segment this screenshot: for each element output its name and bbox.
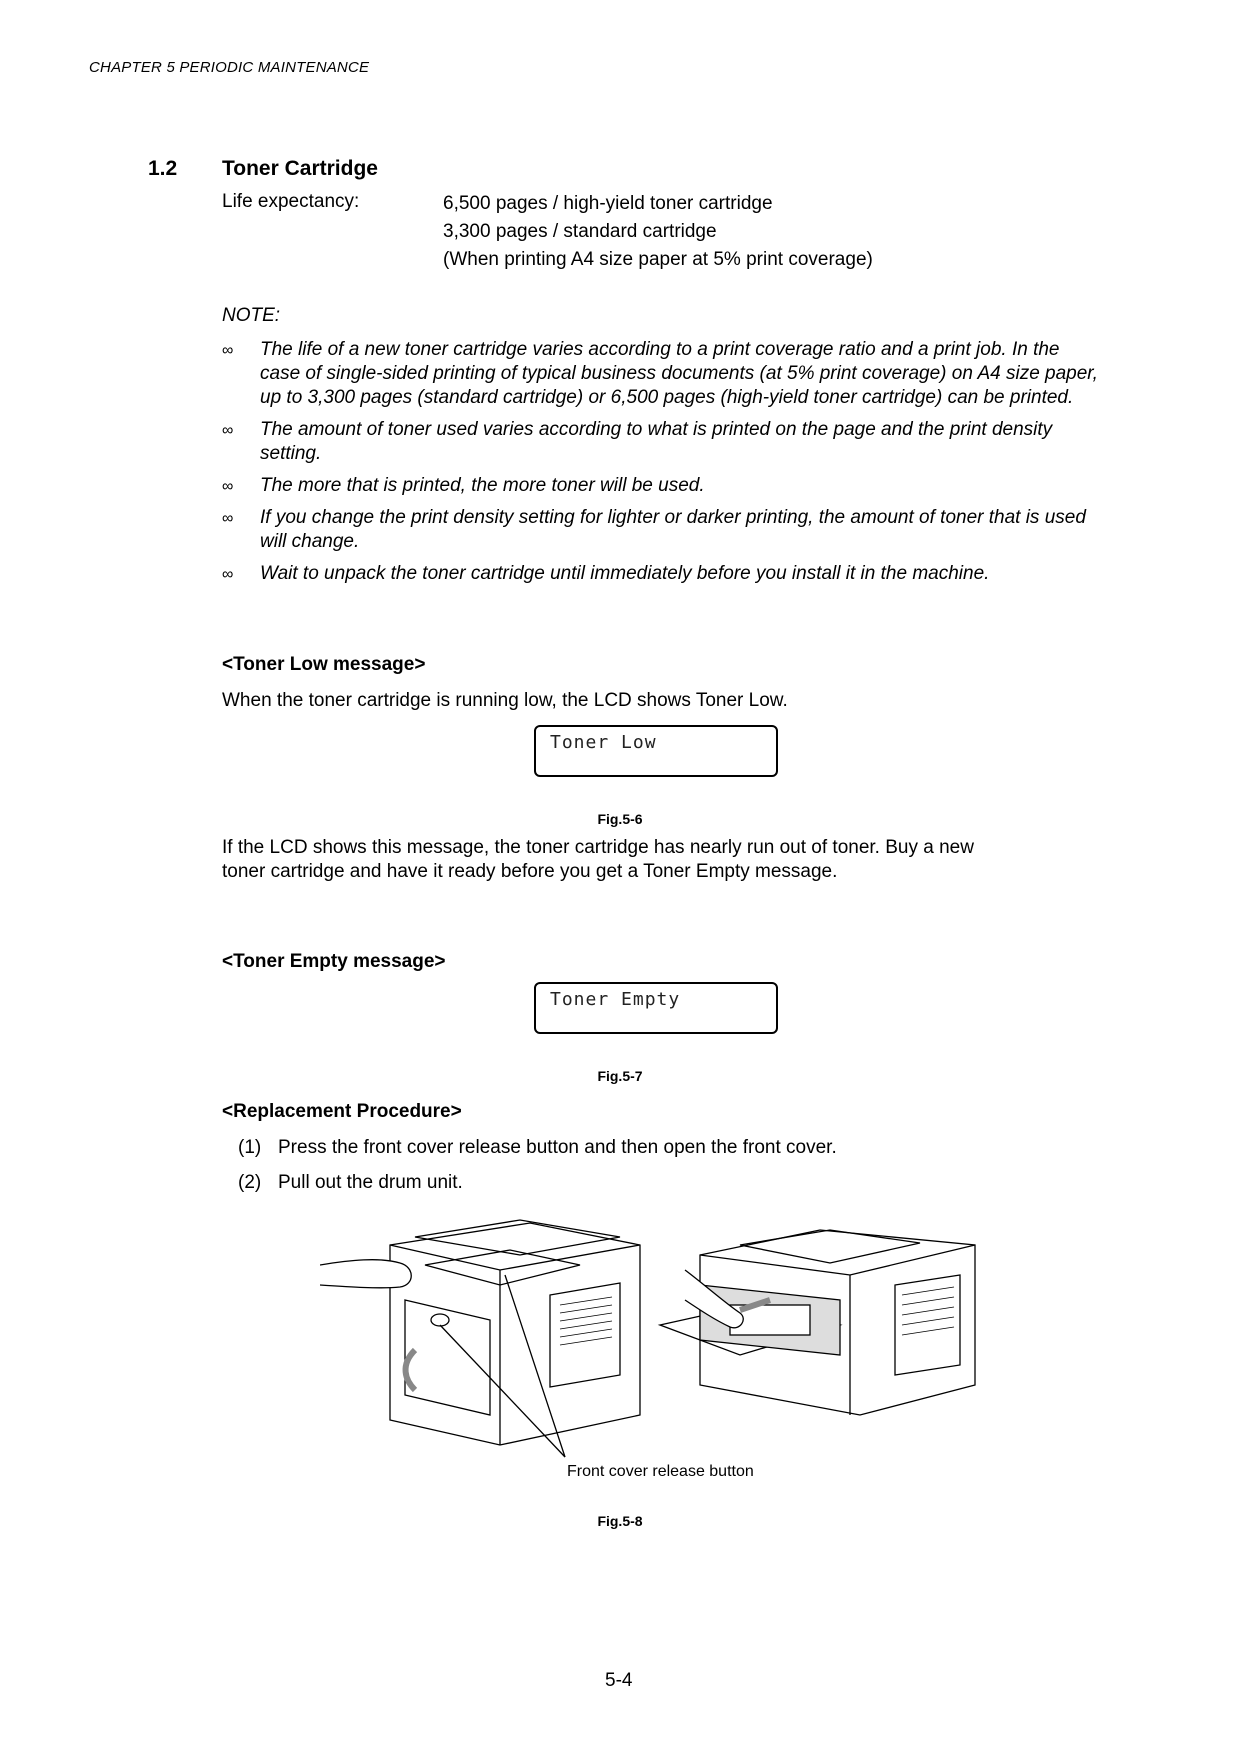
- step-number: (2): [238, 1172, 262, 1193]
- toner-low-intro: When the toner cartridge is running low, the LCD shows Toner Low.: [222, 690, 788, 711]
- note-item: [222, 562, 1102, 586]
- life-expectancy-values: [443, 190, 873, 274]
- figure-caption-5-8: Fig.5-8: [597, 1513, 643, 1529]
- toner-empty-heading: <Toner Empty message>: [222, 951, 446, 972]
- chapter-header: CHAPTER 5 PERIODIC MAINTENANCE: [89, 59, 370, 76]
- section-number: 1.2: [148, 157, 178, 180]
- note-item: [222, 338, 1102, 410]
- lcd-text: Toner Low: [550, 732, 657, 753]
- toner-low-explanation-line-1: If the LCD shows this message, the toner cartridge has nearly run out of toner. Buy a new: [222, 837, 974, 858]
- front-cover-release-button-callout: Front cover release button: [567, 1463, 754, 1480]
- life-value-standard: 3,300 pages / standard cartridge: [443, 221, 717, 242]
- lcd-display-toner-low: [534, 725, 778, 777]
- step-item: [238, 1172, 463, 1194]
- note-list: [222, 338, 1102, 594]
- page-number: 5-4: [605, 1670, 633, 1691]
- section-title: Toner Cartridge: [222, 157, 378, 180]
- note-text: If you change the print density setting for lighter or darker printing, the amount of toner that is used will change.: [260, 507, 1086, 552]
- note-item: [222, 418, 1102, 466]
- note-text: The amount of toner used varies according to what is printed on the page and the print density setting.: [260, 419, 1053, 464]
- step-text: Press the front cover release button and then open the front cover.: [278, 1137, 837, 1158]
- step-item: [238, 1137, 837, 1159]
- bullet-icon: ∞: [222, 510, 234, 527]
- lcd-display-toner-empty: [534, 982, 778, 1034]
- bullet-icon: ∞: [222, 422, 234, 439]
- replacement-heading: <Replacement Procedure>: [222, 1101, 462, 1122]
- toner-low-explanation-line-2: toner cartridge and have it ready before you get a Toner Empty message.: [222, 861, 838, 882]
- life-expectancy-label: Life expectancy:: [222, 191, 360, 212]
- life-value-high-yield: 6,500 pages / high-yield toner cartridge: [443, 193, 773, 214]
- note-text: The life of a new toner cartridge varies according to a print coverage ratio and a print job. In the case of single-sided printing of typical business documents (at 5% print coverage) on A4 size paper, up to 3,300 pages (standard cartridge) or 6,500 pages (high-yield toner cartridge) can be printed.: [260, 339, 1098, 408]
- bullet-icon: ∞: [222, 342, 234, 359]
- step-number: (1): [238, 1137, 262, 1158]
- printer-front-cover-open-illustration: [320, 1220, 640, 1457]
- bullet-icon: ∞: [222, 566, 234, 583]
- note-item: [222, 474, 1102, 498]
- figure-caption-5-7: Fig.5-7: [597, 1068, 643, 1084]
- figure-caption-5-6: Fig.5-6: [597, 811, 643, 827]
- printer-drum-pull-out-illustration: [660, 1230, 975, 1415]
- note-text: Wait to unpack the toner cartridge until immediately before you install it in the machine.: [260, 563, 990, 584]
- note-text: The more that is printed, the more toner will be used.: [260, 475, 705, 496]
- lcd-text: Toner Empty: [550, 989, 681, 1010]
- life-value-condition: (When printing A4 size paper at 5% print coverage): [443, 249, 873, 270]
- toner-low-heading: <Toner Low message>: [222, 654, 426, 675]
- note-label: NOTE:: [222, 305, 281, 326]
- printer-illustration: [320, 1215, 1000, 1480]
- step-text: Pull out the drum unit.: [278, 1172, 463, 1193]
- bullet-icon: ∞: [222, 478, 234, 495]
- note-item: [222, 506, 1102, 554]
